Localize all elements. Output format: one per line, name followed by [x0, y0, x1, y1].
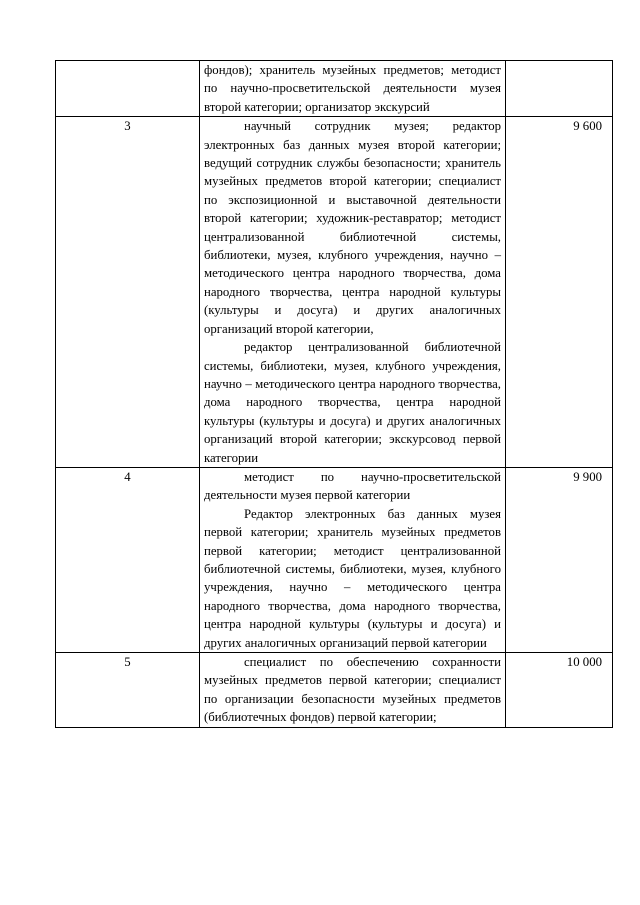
position-list-cell	[200, 653, 506, 728]
position-paragraph: Редактор электронных баз данных музея первой категории; хранитель музейных предметов первой категории; методист централизованной библиотечной системы, библиотеки, музея, клубного учреждения, научно – методического центра народного творчества, дома народного творчества, центра народной культуры (культуры и досуга) и других аналогичных организаций первой категории	[204, 506, 501, 650]
table-row	[56, 117, 613, 468]
salary-table	[55, 60, 613, 728]
row-number-cell	[56, 61, 200, 117]
position-paragraph: научный сотрудник музея; редактор электронных баз данных музея второй категории; ведущий сотрудник службы безопасности; хранитель музейных предметов второй категории; специалист по экспозиционной и выставочной деятельности второй категории; художник-реставратор; методист централизованной библиотечной системы, библиотеки, музея, клубного учреждения, научно – методического центра народного творчества, дома народного творчества, центра народной культуры (культуры и досуга) и других аналогичных организаций второй категории,	[204, 119, 501, 336]
row-number-cell: 3	[56, 117, 200, 468]
position-list-cell	[200, 117, 506, 468]
table-row	[56, 61, 613, 117]
table-row	[56, 653, 613, 728]
position-list-cell	[200, 61, 506, 117]
position-paragraph: фондов); хранитель музейных предметов; методист по научно-просветительской деятельности музея второй категории; организатор экскурсий	[204, 63, 501, 114]
salary-value-cell	[506, 61, 613, 117]
salary-value-cell: 10 000	[506, 653, 613, 728]
position-paragraph: методист по научно-просветительской деятельности музея первой категории	[204, 469, 501, 503]
table-body	[56, 61, 613, 728]
row-number-cell: 4	[56, 467, 200, 652]
table-row	[56, 467, 613, 652]
salary-value-cell: 9 900	[506, 467, 613, 652]
row-number-cell: 5	[56, 653, 200, 728]
position-paragraph: специалист по обеспечению сохранности музейных предметов первой категории; специалист по организации безопасности музейных предметов (библиотечных фондов) первой категории;	[204, 655, 501, 725]
position-paragraph: редактор централизованной библиотечной системы, библиотеки, музея, клубного учреждения, научно – методического центра народного творчества, дома народного творчества, центра народной культуры (культуры и досуга) и других аналогичных организаций второй категории; экскурсовод первой категории	[204, 340, 501, 465]
position-list-cell	[200, 467, 506, 652]
salary-value-cell: 9 600	[506, 117, 613, 468]
